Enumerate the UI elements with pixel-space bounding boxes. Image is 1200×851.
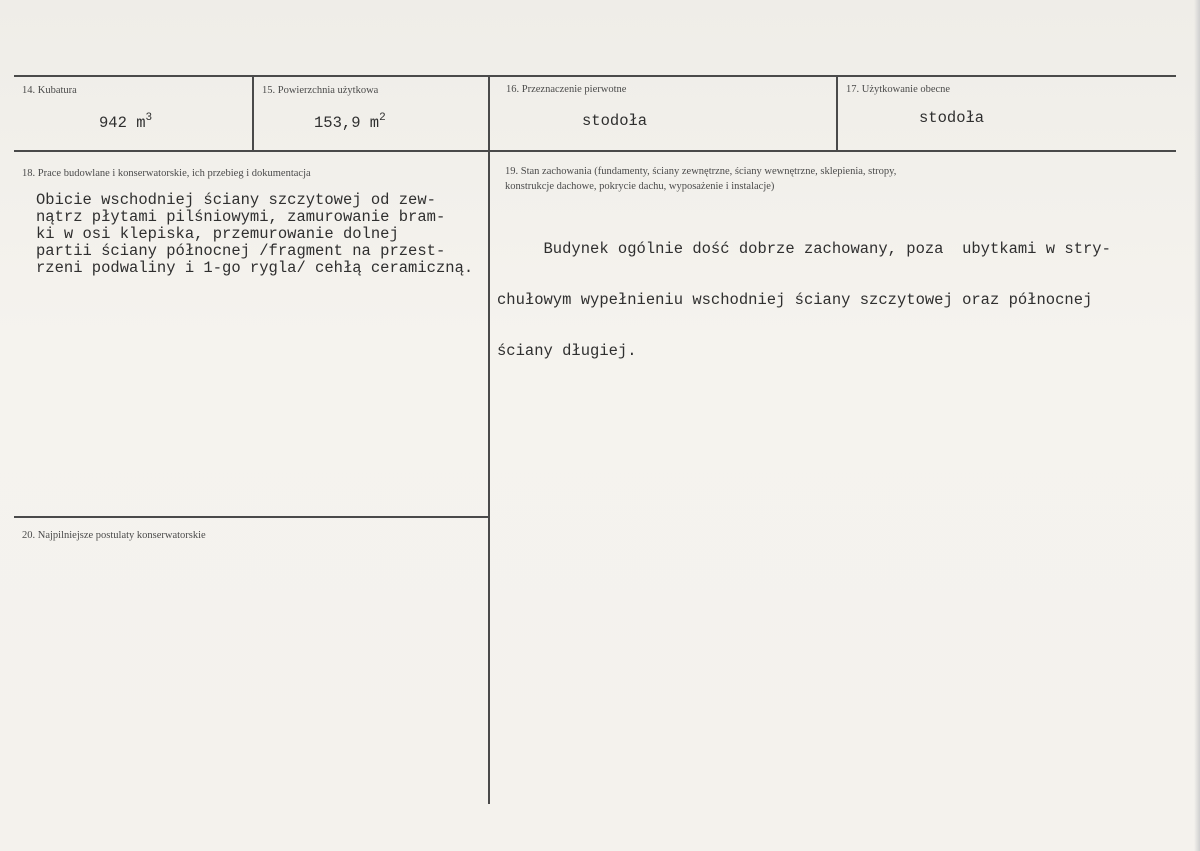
- field-14-unit-exponent: 3: [145, 112, 153, 124]
- field-18-line: nątrz płytami pilśniowymi, zamurowanie bram-: [36, 208, 446, 226]
- row-divider: [14, 150, 1176, 152]
- field-19-label-line2: konstrukcje dachowe, pokrycie dachu, wyposażenie i instalacje): [505, 181, 775, 192]
- field-15-number: 153,9 m: [314, 114, 380, 132]
- field-20-label: 20. Najpilniejsze postulaty konserwatorskie: [22, 530, 206, 541]
- field-18-line: partii ściany północnej /fragment na przest-: [36, 242, 446, 260]
- field-15-unit-exponent: 2: [379, 112, 386, 124]
- field-19-line: ściany długiej.: [497, 342, 637, 360]
- field-18-line: Obicie wschodniej ściany szczytowej od zew-: [36, 191, 436, 209]
- field-14-label: 14. Kubatura: [22, 85, 77, 96]
- field-17-label: 17. Użytkowanie obecne: [846, 84, 951, 95]
- field-14-value: [99, 112, 153, 132]
- field-19-text: [497, 207, 1111, 394]
- field-19-label-line1: 19. Stan zachowania (fundamenty, ściany zewnętrzne, ściany wewnętrzne, sklepienia, stropy,: [505, 166, 897, 177]
- col-divider-2: [488, 75, 490, 804]
- col-divider-3: [836, 75, 838, 152]
- field-15-label: 15. Powierzchnia użytkowa: [262, 85, 379, 96]
- field-16-value: stodoła: [582, 112, 648, 130]
- page-edge-shadow: [1194, 0, 1200, 851]
- field-14-number: 942 m: [99, 114, 146, 132]
- row-divider-left: [14, 516, 489, 518]
- field-19-line: chułowym wypełnieniu wschodniej ściany szczytowej oraz północnej: [497, 291, 1093, 309]
- field-18-line: ki w osi klepiska, przemurowanie dolnej: [36, 225, 399, 243]
- top-rule: [14, 75, 1176, 77]
- field-18-text: [36, 192, 473, 277]
- field-19-line: Budynek ogólnie dość dobrze zachowany, poza ubytkami w stry-: [497, 240, 1111, 258]
- col-divider-1: [252, 75, 254, 152]
- field-18-line: rzeni podwaliny i 1-go rygla/ cehłą ceramiczną.: [36, 259, 474, 277]
- field-18-label: 18. Prace budowlane i konserwatorskie, ich przebieg i dokumentacja: [22, 168, 311, 179]
- field-17-value: stodoła: [919, 109, 985, 127]
- field-16-label: 16. Przeznaczenie pierwotne: [506, 84, 627, 95]
- field-15-value: [314, 112, 386, 132]
